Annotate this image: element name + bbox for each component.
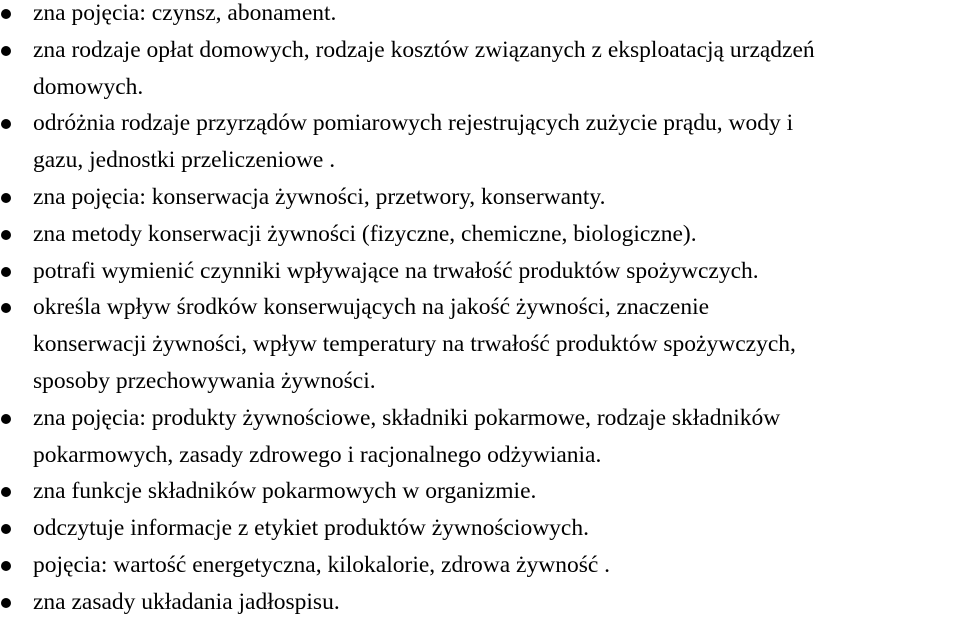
bullet-icon xyxy=(1,230,11,240)
list-item-text: pokarmowych, zasady zdrowego i racjonalnego odżywiania. xyxy=(33,441,602,468)
list-item xyxy=(0,473,960,510)
list-item-text: konserwacji żywności, wpływ temperatury na trwałość produktów spożywczych, xyxy=(33,331,796,358)
bullet-icon xyxy=(1,267,11,277)
bullet-icon xyxy=(1,487,11,497)
list-item-text: zna rodzaje opłat domowych, rodzaje kosztów związanych z eksploatacją urządzeń xyxy=(33,36,815,63)
list-item-text: zna pojęcia: produkty żywnościowe, składniki pokarmowe, rodzaje składników xyxy=(33,404,781,431)
list-item-text: gazu, jednostki przeliczeniowe . xyxy=(33,147,336,174)
bullet-icon xyxy=(1,46,11,56)
bullet-icon xyxy=(1,414,11,424)
bullet-icon xyxy=(1,119,11,129)
list-item xyxy=(0,105,960,179)
bullet-icon xyxy=(1,598,11,608)
list-item-text: zna pojęcia: konserwacja żywności, przetwory, konserwanty. xyxy=(33,183,606,210)
list-item-text: zna funkcje składników pokarmowych w organizmie. xyxy=(33,478,537,505)
list-item xyxy=(0,547,960,584)
list-item-text: sposoby przechowywania żywności. xyxy=(33,367,376,394)
list-item xyxy=(0,289,960,399)
list-item-text: potrafi wymienić czynniki wpływające na trwałość produktów spożywczych. xyxy=(33,257,759,284)
list-item xyxy=(0,216,960,253)
list-item-text: zna pojęcia: czynsz, abonament. xyxy=(33,0,337,26)
list-item xyxy=(0,400,960,474)
list-item xyxy=(0,584,960,621)
list-item-text: odczytuje informacje z etykiet produktów żywnościowych. xyxy=(33,515,589,542)
bullet-icon xyxy=(1,9,11,19)
list-item xyxy=(0,179,960,216)
list-item-text: pojęcia: wartość energetyczna, kilokalorie, zdrowa żywność . xyxy=(33,551,611,578)
bullet-icon xyxy=(1,524,11,534)
bullet-icon xyxy=(1,193,11,203)
list-item xyxy=(0,0,960,32)
list-item-text: zna metody konserwacji żywności (fizyczne, chemiczne, biologiczne). xyxy=(33,220,697,247)
list-item-text: określa wpływ środków konserwujących na jakość żywności, znaczenie xyxy=(33,294,710,321)
list-item xyxy=(0,253,960,290)
list-item-text: zna zasady układania jadłospisu. xyxy=(33,588,340,615)
bullet-icon xyxy=(1,561,11,571)
list-item-text: odróżnia rodzaje przyrządów pomiarowych rejestrujących zużycie prądu, wody i xyxy=(33,110,794,137)
list-item xyxy=(0,510,960,547)
list-item-text: domowych. xyxy=(33,73,144,100)
bullet-icon xyxy=(1,303,11,313)
list-item xyxy=(0,32,960,106)
